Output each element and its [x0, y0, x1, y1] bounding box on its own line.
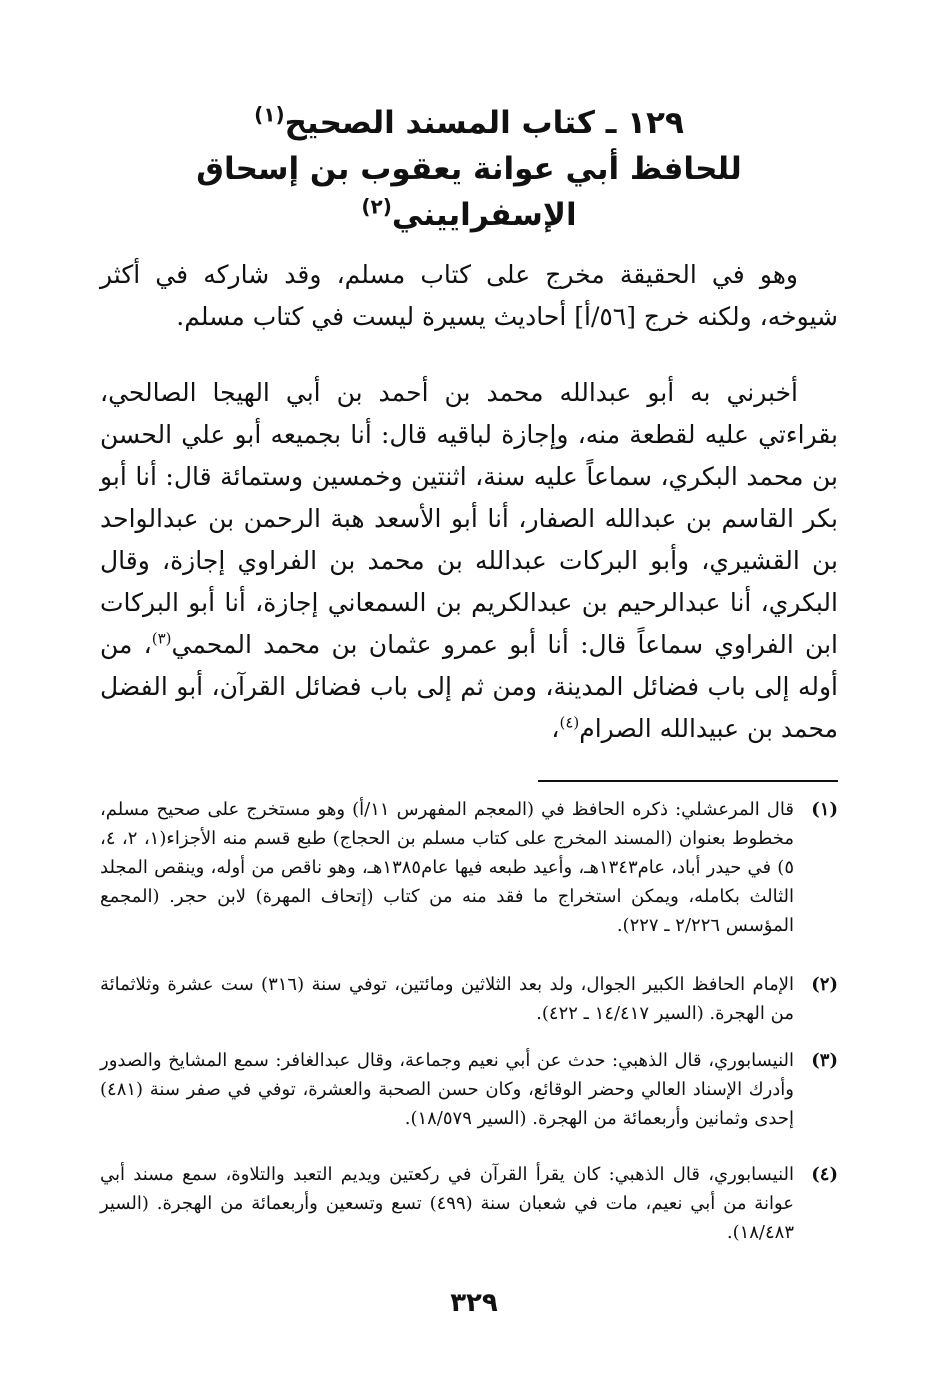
footnote-ref-4: (٤) — [559, 713, 580, 732]
footnote-number: (١) — [811, 799, 838, 820]
entry-title — [100, 100, 838, 146]
footnote-number: (٢) — [811, 974, 838, 995]
paragraph-2-text-a: أخبرني به أبو عبدالله محمد بن أحمد بن أبي الهيجا الصالحي، بقراءتي عليه لقطعة منه، وإجازة لباقيه قال: أنا بجميعه أبو علي الحسن بن محمد البكري، سماعاً عليه سنة، اثنتين وخمسين وستمائة قال: أنا أبو بكر القاسم بن عبدالله الصفار، أنا أبو الأسعد هبة الرحمن بن عبدالواحد بن القشيري، وأبو البركات عبدالله بن محمد بن الفراوي إجازة، وقال البكري، أنا عبدالرحيم بن عبدالكريم بن السمعاني إجازة، أنا أبو البركات ابن الفراوي سماعاً قال: أنا أبو عمرو عثمان بن محمد المحمي — [100, 378, 838, 659]
paragraph-2-text-b: ، من أوله إلى باب فضائل المدينة، ومن ثم إلى باب فضائل القرآن، أبو الفضل محمد بن عبيدالله الصرام — [100, 630, 838, 743]
entry-subtitle — [100, 146, 838, 238]
footnote — [100, 970, 838, 1028]
footnote — [100, 1046, 838, 1133]
footnote-number: (٤) — [811, 1164, 838, 1185]
paragraph-2-text-c: ، — [551, 714, 560, 743]
footnote-text: قال المرعشلي: ذكره الحافظ في (المعجم المفهرس ١١/أ) وهو مستخرج على صحيح مسلم، مخطوط بعنوان (المسند المخرج على كتاب مسلم بن الحجاج) طبع قسم منه الأجزاء(١، ٢، ٤، ٥) في حيدر أباد، عام١٣٤٣هـ، وأعيد طبعه فيها عام١٣٨٥هـ، وهو ناقص من أوله، وينقص المجلد الثالث بكامله، ويمكن استخراج ما فقد منه من كتاب (إتحاف المهرة) لابن حجر. (المجمع المؤسس ٢/٢٢٦ ـ ٢٢٧). — [100, 799, 795, 936]
footnote-ref-3: (٣) — [151, 629, 172, 648]
paragraph-1-text: وهو في الحقيقة مخرج على كتاب مسلم، وقد شاركه في أكثر شيوخه، ولكنه خرج [٥٦/أ] أحاديث يسيرة ليست في كتاب مسلم. — [100, 260, 838, 331]
footnote-separator — [538, 780, 838, 782]
entry-subtitle-text: للحافظ أبي عوانة يعقوب بن إسحاق الإسفراييني — [196, 151, 742, 233]
body-paragraph-2 — [100, 372, 838, 750]
footnote-text: النيسابوري، قال الذهبي: حدث عن أبي نعيم وجماعة، وقال عبدالغافر: سمع المشايخ والصدور وأدرك الإسناد العالي وحضر الوقائع، وكان حسن الصحبة والعشرة، توفي في صفر سنة (٤٨١) إحدى وثمانين وأربعمائة من الهجرة. (السير ١٨/٥٧٩). — [100, 1050, 794, 1129]
body-paragraph-1 — [100, 254, 838, 338]
page-number: ٣٢٩ — [450, 1288, 498, 1318]
footnote-number: (٣) — [811, 1050, 838, 1071]
footnote — [100, 795, 838, 940]
footnote-text: النيسابوري، قال الذهبي: كان يقرأ القرآن في ركعتين ويديم التعبد والتلاوة، سمع مسند أبي عوانة من أبي نعيم، مات في شعبان سنة (٤٩٩) تسع وتسعين وأربعمائة من الهجرة. (السير ١٨/٤٨٣). — [100, 1164, 794, 1243]
footnote — [100, 1160, 838, 1247]
footnote-ref-2: (٢) — [361, 194, 392, 219]
footnote-text: الإمام الحافظ الكبير الجوال، ولد بعد الثلاثين ومائتين، توفي سنة (٣١٦) ست عشرة وثلاثمائة من الهجرة. (السير ١٤/٤١٧ ـ ٤٢٢). — [100, 974, 794, 1024]
entry-title-text: ١٢٩ ـ كتاب المسند الصحيح — [284, 105, 684, 141]
footnote-ref-1: (١) — [254, 102, 285, 127]
